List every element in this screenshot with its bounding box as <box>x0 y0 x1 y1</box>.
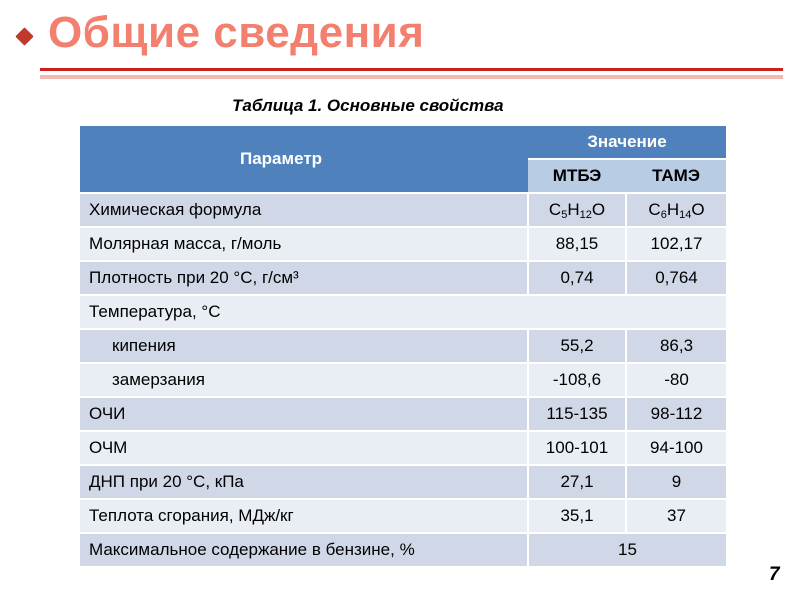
title-underline <box>40 68 783 71</box>
value-merged: 15 <box>528 533 726 567</box>
slide-number: 7 <box>769 564 780 585</box>
row-label: замерзания <box>80 363 528 397</box>
table-caption: Таблица 1. Основные свойства <box>232 96 504 115</box>
value-tame: 94-100 <box>626 431 726 465</box>
value-mtbe: 115-135 <box>528 397 626 431</box>
table-row <box>80 431 726 465</box>
value-mtbe: 35,1 <box>528 499 626 533</box>
formula-mtbe: $C_5H_{12}O$ <box>528 193 626 227</box>
value-tame: 86,3 <box>626 329 726 363</box>
row-label: ДНП при 20 °С, кПа <box>80 465 528 499</box>
value-mtbe: 100-101 <box>528 431 626 465</box>
value-tame: -80 <box>626 363 726 397</box>
table-row <box>80 499 726 533</box>
table-row <box>80 295 726 329</box>
table-row <box>80 227 726 261</box>
title-underline-shadow <box>40 75 783 79</box>
row-label: ОЧИ <box>80 397 528 431</box>
table-row <box>80 329 726 363</box>
row-label: кипения <box>80 329 528 363</box>
value-mtbe: -108,6 <box>528 363 626 397</box>
temperature-group-label: Температура, °С <box>80 295 726 329</box>
row-label: ОЧМ <box>80 431 528 465</box>
slide-title: Общие сведения <box>48 8 425 57</box>
header-parameter: Параметр <box>80 126 528 193</box>
value-tame: 102,17 <box>626 227 726 261</box>
formula-tame: $C_6H_{14}O$ <box>626 193 726 227</box>
value-mtbe: 27,1 <box>528 465 626 499</box>
value-tame: 37 <box>626 499 726 533</box>
title-bullet-icon <box>15 27 33 45</box>
value-tame: 0,764 <box>626 261 726 295</box>
row-label: Молярная масса, г/моль <box>80 227 528 261</box>
row-label: Плотность при 20 °С, г/см³ <box>80 261 528 295</box>
table-row <box>80 261 726 295</box>
value-mtbe: 88,15 <box>528 227 626 261</box>
value-tame: 98-112 <box>626 397 726 431</box>
table-row <box>80 465 726 499</box>
table-row <box>80 397 726 431</box>
value-mtbe: 0,74 <box>528 261 626 295</box>
properties-table <box>80 126 726 568</box>
value-mtbe: 55,2 <box>528 329 626 363</box>
row-label: Максимальное содержание в бензине, % <box>80 533 528 567</box>
row-label: Теплота сгорания, МДж/кг <box>80 499 528 533</box>
table-row <box>80 533 726 567</box>
value-tame: 9 <box>626 465 726 499</box>
table-row <box>80 363 726 397</box>
header-value: Значение <box>528 126 726 159</box>
header-mtbe: МТБЭ <box>528 159 626 193</box>
header-tame: ТАМЭ <box>626 159 726 193</box>
table-row <box>80 193 726 227</box>
row-label: Химическая формула <box>80 193 528 227</box>
